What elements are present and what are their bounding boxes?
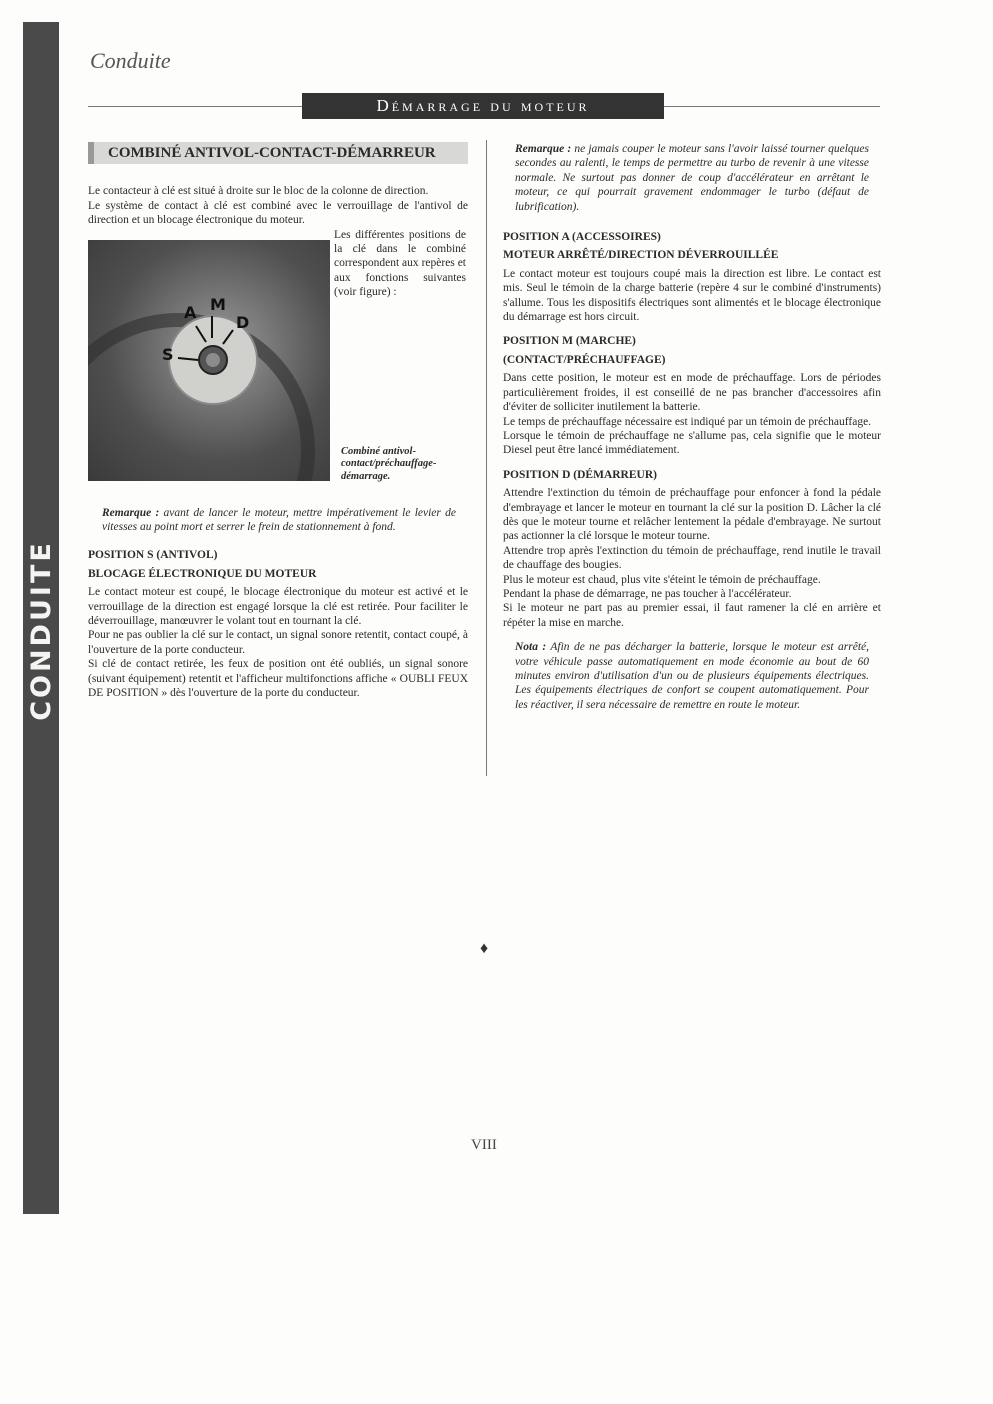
- position-a-subtitle: MOTEUR ARRÊTÉ/DIRECTION DÉVERROUILLÉE: [503, 249, 779, 262]
- turbo-remark: [515, 142, 869, 214]
- nota-text: Afin de ne pas décharger la batterie, lorsque le moteur est arrêté, votre véhicule passe automatiquement en mode économie au bout de 60 minutes environ d'utilisation d'un ou de plusieurs équipements électriques. Les équipements électriques de confort se coupent automatiquement. Pour les réactiver, il sera nécessaire de remettre en route le moteur.: [515, 641, 869, 711]
- right-column: [503, 142, 881, 712]
- position-m-paragraph-3: Lorsque le témoin de préchauffage ne s'allume pas, cela signifie que le moteur Diesel peut être lancé immédiatement.: [503, 429, 881, 457]
- figure-label-a: A: [184, 302, 197, 322]
- nota-label: Nota :: [515, 641, 547, 654]
- position-d-title: POSITION D (DÉMARREUR): [503, 468, 657, 481]
- position-d-paragraph-2: Attendre trop après l'extinction du témoin de préchauffage, rend inutile le travail de chauffage des bougies.: [503, 544, 881, 572]
- figure-label-m: M: [210, 294, 226, 314]
- section-heading: COMBINÉ ANTIVOL-CONTACT-DÉMARREUR: [88, 142, 468, 164]
- position-m-paragraph-2: Le temps de préchauffage nécessaire est indiqué par un témoin de préchauffage.: [503, 415, 872, 428]
- position-s-paragraph-2: Pour ne pas oublier la clé sur le contact, un signal sonore retentit, contact coupé, à l'ouverture de la porte conducteur.: [88, 629, 468, 656]
- ignition-illustration: [88, 240, 330, 481]
- position-d-paragraph-4: Pendant la phase de démarrage, ne pas toucher à l'accélérateur.: [503, 587, 792, 600]
- diamond-ornament-icon: ♦: [480, 940, 489, 957]
- chapter-banner: Démarrage du moteur: [302, 93, 664, 119]
- remark-note: [102, 506, 456, 535]
- turbo-remark-text: ne jamais couper le moteur sans l'avoir laissé tourner quelques secondes au ralenti, le temps de permettre au turbo de revenir à une vitesse normale. Ne surtout pas donner de coup d'accélérateur en arrêtant le moteur, ce qui pourrait gravement endommager le turbo (défaut de lubrification).: [515, 143, 869, 213]
- column-divider: [486, 140, 487, 776]
- figure-caption: Combiné antivol-contact/préchauffage-démarrage.: [341, 445, 437, 482]
- section-name: Conduite: [90, 48, 171, 73]
- position-m-title: POSITION M (MARCHE): [503, 335, 636, 348]
- position-d-paragraph-3: Plus le moteur est chaud, plus vite s'éteint le témoin de préchauffage.: [503, 573, 821, 586]
- figure-intro-text: Les différentes positions de la clé dans le combiné correspondent aux repères et aux fonctions suivantes (voir figure) :: [334, 228, 466, 299]
- turbo-remark-label: Remarque :: [515, 143, 572, 155]
- figure-label-s: S: [162, 344, 174, 364]
- position-s-paragraph-1: Le contact moteur est coupé, le blocage électronique du moteur est activé et le verrouillage de la direction est engagé lorsque la clé est retirée. Pour faciliter le déverrouillage, manœuvrer le volant tout en tournant la clé.: [88, 586, 468, 628]
- position-a-title: POSITION A (ACCESSOIRES): [503, 231, 661, 244]
- position-m-subtitle: (CONTACT/PRÉCHAUFFAGE): [503, 353, 666, 366]
- figure-label-d: D: [236, 312, 250, 332]
- figure-block: [88, 228, 468, 482]
- position-a-paragraph: Le contact moteur est toujours coupé mais la direction est libre. Le contact est mis. Seul le témoin de la charge batterie (repère 4 sur le combiné d'instruments) s'allume. Tous les dispositifs électriques sont alimentés et le blocage électronique du démarrage est hors circuit.: [503, 267, 881, 324]
- position-m-paragraph-1: Dans cette position, le moteur est en mode de préchauffage. Lors de périodes particulièrement froides, il est conseillé de ne pas brancher d'accessoires afin d'éviter de solliciter inutilement la batterie.: [503, 372, 881, 414]
- side-tab-label: [23, 490, 59, 770]
- nota-note: [515, 640, 869, 712]
- ignition-photo: [88, 240, 330, 481]
- position-s-paragraph-3: Si clé de contact retirée, les feux de position ont été oubliés, un signal sonore (suivant équipement) retentit et l'afficheur multifonctions affiche « OUBLI FEUX DE POSITION » dès l'ouverture de la porte du conducteur.: [88, 658, 468, 700]
- left-column: [88, 142, 468, 701]
- intro-paragraph-1: Le contacteur à clé est situé à droite sur le bloc de la colonne de direction.: [88, 185, 429, 198]
- remark-label: Remarque :: [102, 506, 160, 519]
- intro-paragraph-2: Le système de contact à clé est combiné avec le verrouillage de l'antivol de direction et un blocage électronique du moteur.: [88, 199, 468, 227]
- side-tab-text: CONDUITE: [25, 539, 57, 721]
- position-d-paragraph-1: Attendre l'extinction du témoin de préchauffage pour enfoncer à fond la pédale d'embrayage et lancer le moteur en tournant la clé sur la position D. Lâcher la clé dès que le moteur tourne et relâcher lentement la pédale d'embrayage. Ne surtout pas actionner la clé lorsque le moteur tourne.: [503, 487, 881, 543]
- position-s-subtitle: BLOCAGE ÉLECTRONIQUE DU MOTEUR: [88, 567, 317, 580]
- remark-text: avant de lancer le moteur, mettre impérativement le levier de vitesses au point mort et serrer le frein de stationnement à fond.: [102, 506, 457, 534]
- position-s-title: POSITION S (ANTIVOL): [88, 549, 218, 562]
- position-d-paragraph-5: Si le moteur ne part pas au premier essai, il faut ramener la clé en arrière et répéter la mise en marche.: [503, 602, 881, 629]
- page-number: VIII: [471, 1137, 497, 1153]
